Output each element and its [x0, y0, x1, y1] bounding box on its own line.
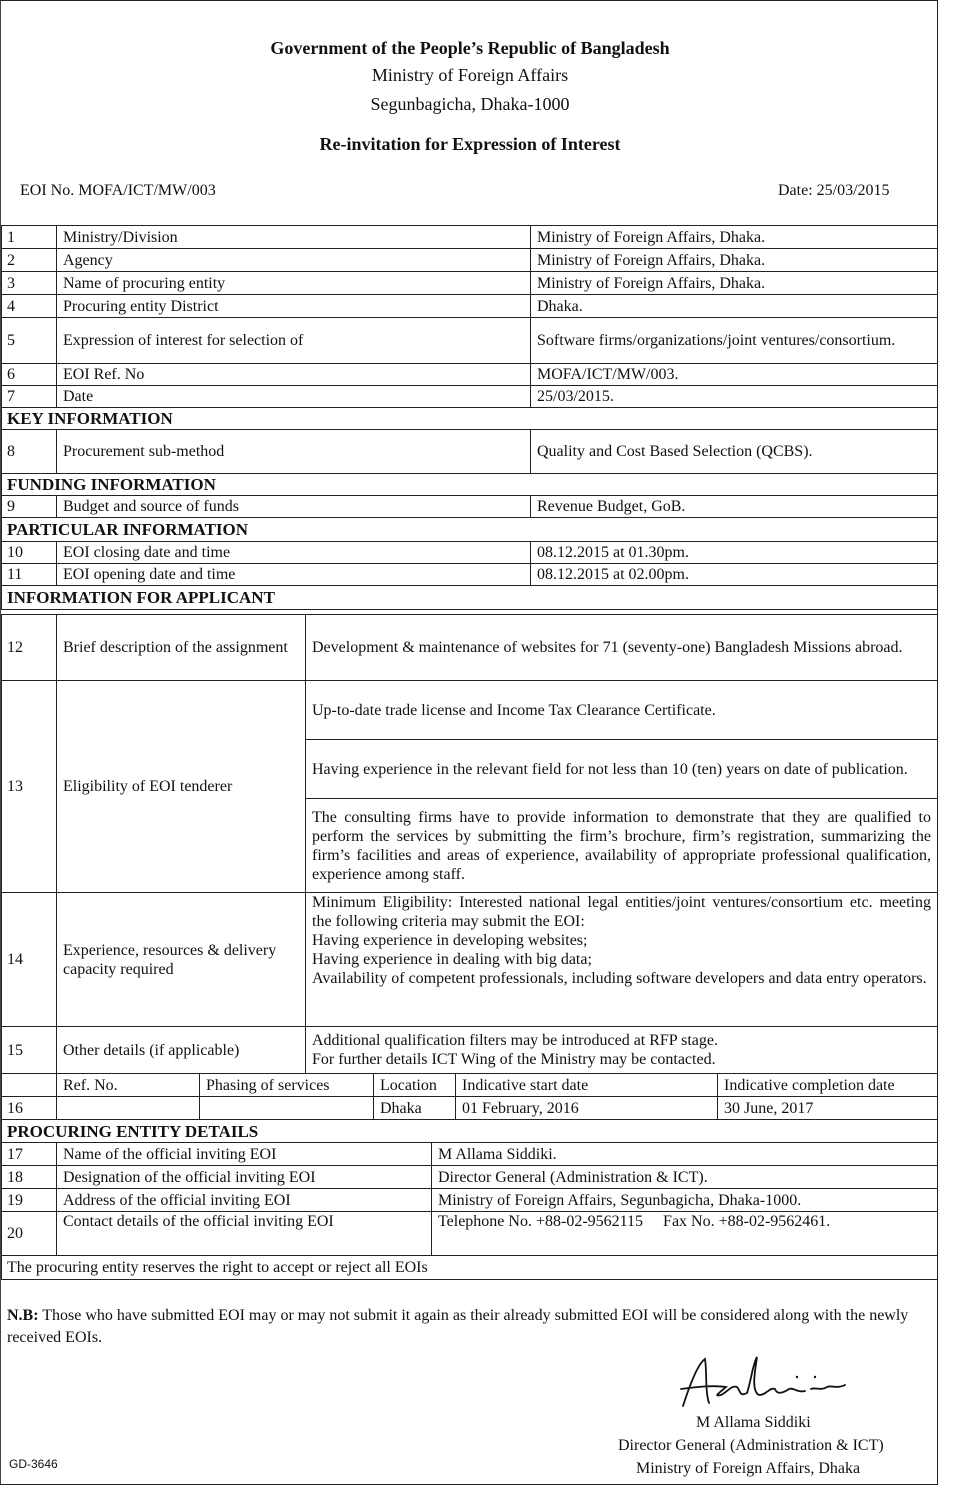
signatory-office: Ministry of Foreign Affairs, Dhaka — [636, 1460, 861, 1477]
row-value: Having experience in the relevant field for not less than 10 (ten) years on date of publication. — [306, 740, 938, 799]
row-number: 16 — [2, 1097, 57, 1120]
row-label: Contact details of the official inviting EOI — [57, 1212, 432, 1256]
row-value: 08.12.2015 at 02.00pm. — [531, 564, 938, 586]
start-date-cell: 01 February, 2016 — [456, 1097, 718, 1120]
row-number: 5 — [2, 318, 57, 364]
row-label: Eligibility of EOI tenderer — [57, 681, 306, 893]
signatory-designation: Director General (Administration & ICT) — [618, 1437, 884, 1454]
procuring-entity-table — [1, 1119, 938, 1280]
row-number: 3 — [2, 272, 57, 295]
row-label: Name of procuring entity — [57, 272, 531, 295]
column-header: Location — [374, 1074, 456, 1097]
row-value: Ministry of Foreign Affairs, Segunbagicha, Dhaka-1000. — [432, 1189, 938, 1212]
row-number: 13 — [2, 681, 57, 893]
row-value — [306, 893, 938, 1027]
row-label: Budget and source of funds — [57, 496, 531, 518]
table-row — [2, 295, 938, 318]
table-row — [2, 318, 938, 364]
handwritten-signature — [601, 1351, 931, 1411]
criteria-item: Having experience in dealing with big data; — [312, 951, 592, 968]
row-value: Quality and Cost Based Selection (QCBS). — [531, 430, 938, 474]
table-row — [2, 430, 938, 474]
eoi-number: EOI No. MOFA/ICT/MW/003 — [20, 182, 216, 199]
criteria-item: Having experience in developing websites; — [312, 932, 588, 949]
column-header: Ref. No. — [57, 1074, 200, 1097]
nb-text: Those who have submitted EOI may or may not submit it again as their already submitted EOI will be considered along with the newly received EOIs. — [7, 1307, 909, 1346]
detail-line: Additional qualification filters may be introduced at RFP stage. — [312, 1032, 718, 1049]
document-date: Date: 25/03/2015 — [778, 182, 890, 199]
row-value: Telephone No. +88-02-9562115 Fax No. +88-02-9562461. — [432, 1212, 938, 1256]
row-label: Procurement sub-method — [57, 430, 531, 474]
row-label: Ministry/Division — [57, 226, 531, 249]
row-number: 4 — [2, 295, 57, 318]
row-label: Experience, resources & delivery capacity required — [57, 893, 306, 1027]
table-row — [2, 564, 938, 586]
section-header-row — [2, 586, 938, 610]
row-label: Procuring entity District — [57, 295, 531, 318]
column-header: Indicative start date — [456, 1074, 718, 1097]
criteria-item: Availability of competent professionals, including software developers and data entry operators. — [312, 970, 927, 987]
row-value: M Allama Siddiki. — [432, 1143, 938, 1166]
table-row — [2, 1143, 938, 1166]
footer-code: GD-3646 — [9, 1457, 58, 1471]
row-label: Name of the official inviting EOI — [57, 1143, 432, 1166]
row-value: Up-to-date trade license and Income Tax Clearance Certificate. — [306, 681, 938, 740]
row-label: Address of the official inviting EOI — [57, 1189, 432, 1212]
row-number: 12 — [2, 615, 57, 681]
row-label: Date — [57, 386, 531, 408]
document-title: Re-invitation for Expression of Interest — [319, 134, 621, 154]
criteria-intro: Minimum Eligibility: Interested national legal entities/joint ventures/consortium etc. meeting the following criteria may submit the EOI: — [312, 894, 931, 930]
row-number: 11 — [2, 564, 57, 586]
row-value: Development & maintenance of websites for 71 (seventy-one) Bangladesh Missions abroad. — [306, 615, 938, 681]
row-value: 25/03/2015. — [531, 386, 938, 408]
row-number: 2 — [2, 249, 57, 272]
location-cell: Dhaka — [374, 1097, 456, 1120]
section-header-row — [2, 518, 938, 542]
eoi-table-part-b — [1, 614, 938, 1074]
column-header: Phasing of services — [200, 1074, 374, 1097]
section-header-row — [2, 408, 938, 430]
phasing-table — [1, 1073, 938, 1120]
detail-line: For further details ICT Wing of the Ministry may be contacted. — [312, 1051, 716, 1068]
ministry-heading: Ministry of Foreign Affairs — [371, 65, 569, 85]
row-number: 14 — [2, 893, 57, 1027]
row-label: Expression of interest for selection of — [57, 318, 531, 364]
section-header-row — [2, 1120, 938, 1143]
row-number: 20 — [2, 1212, 57, 1256]
section-funding-information: FUNDING INFORMATION — [2, 474, 938, 496]
section-header-row — [2, 474, 938, 496]
row-label: EOI Ref. No — [57, 364, 531, 386]
row-value: Director General (Administration & ICT). — [432, 1166, 938, 1189]
completion-date-cell: 30 June, 2017 — [718, 1097, 938, 1120]
row-value: The consulting firms have to provide information to demonstrate that they are qualified to perform the services by submitting the firm’s brochure, firm’s registration, summarizing the firm’s facilities and areas of experience, availability of appropriate professional qualification, experience among staff. — [306, 799, 938, 893]
section-procuring-entity-details: PROCURING ENTITY DETAILS — [2, 1120, 938, 1143]
row-number: 9 — [2, 496, 57, 518]
table-row — [2, 1212, 938, 1256]
row-value — [306, 1027, 938, 1074]
row-value: Revenue Budget, GoB. — [531, 496, 938, 518]
government-heading: Government of the People’s Republic of Bangladesh — [270, 38, 670, 58]
row-number: 6 — [2, 364, 57, 386]
nb-note — [7, 1305, 925, 1349]
phasing-header-row — [2, 1074, 938, 1097]
table-row — [2, 1166, 938, 1189]
table-row — [2, 272, 938, 295]
blank-cell — [2, 1074, 57, 1097]
row-value: 08.12.2015 at 01.30pm. — [531, 542, 938, 564]
ref-no-cell — [57, 1097, 200, 1120]
table-row — [2, 1256, 938, 1280]
table-row — [2, 615, 938, 681]
nb-label: N.B: — [7, 1307, 39, 1324]
eoi-table-part-a — [1, 225, 938, 610]
row-number: 15 — [2, 1027, 57, 1074]
phasing-cell — [200, 1097, 374, 1120]
section-information-for-applicant: INFORMATION FOR APPLICANT — [2, 586, 938, 610]
table-row — [2, 226, 938, 249]
table-row — [2, 1097, 938, 1120]
row-number: 18 — [2, 1166, 57, 1189]
row-label: Agency — [57, 249, 531, 272]
table-row — [2, 1189, 938, 1212]
row-label: Designation of the official inviting EOI — [57, 1166, 432, 1189]
table-row — [2, 542, 938, 564]
table-row — [2, 364, 938, 386]
address-heading: Segunbagicha, Dhaka-1000 — [370, 94, 570, 114]
row-value: Ministry of Foreign Affairs, Dhaka. — [531, 249, 938, 272]
row-label: EOI closing date and time — [57, 542, 531, 564]
row-value: MOFA/ICT/MW/003. — [531, 364, 938, 386]
row-label: EOI opening date and time — [57, 564, 531, 586]
row-number: 7 — [2, 386, 57, 408]
row-label: Other details (if applicable) — [57, 1027, 306, 1074]
row-number: 1 — [2, 226, 57, 249]
section-particular-information: PARTICULAR INFORMATION — [2, 518, 938, 542]
row-value: Ministry of Foreign Affairs, Dhaka. — [531, 272, 938, 295]
row-label: Brief description of the assignment — [57, 615, 306, 681]
row-value: Ministry of Foreign Affairs, Dhaka. — [531, 226, 938, 249]
row-value: Software firms/organizations/joint ventures/consortium. — [531, 318, 938, 364]
column-header: Indicative completion date — [718, 1074, 938, 1097]
reservation-note: The procuring entity reserves the right to accept or reject all EOIs — [2, 1256, 938, 1280]
row-value: Dhaka. — [531, 295, 938, 318]
table-row — [2, 1027, 938, 1074]
table-row — [2, 386, 938, 408]
row-number: 17 — [2, 1143, 57, 1166]
row-number: 8 — [2, 430, 57, 474]
row-number: 19 — [2, 1189, 57, 1212]
row-number: 10 — [2, 542, 57, 564]
table-row — [2, 496, 938, 518]
table-row — [2, 681, 938, 740]
table-row — [2, 893, 938, 1027]
signatory-name: M Allama Siddiki — [696, 1414, 811, 1431]
section-key-information: KEY INFORMATION — [2, 408, 938, 430]
table-row — [2, 249, 938, 272]
